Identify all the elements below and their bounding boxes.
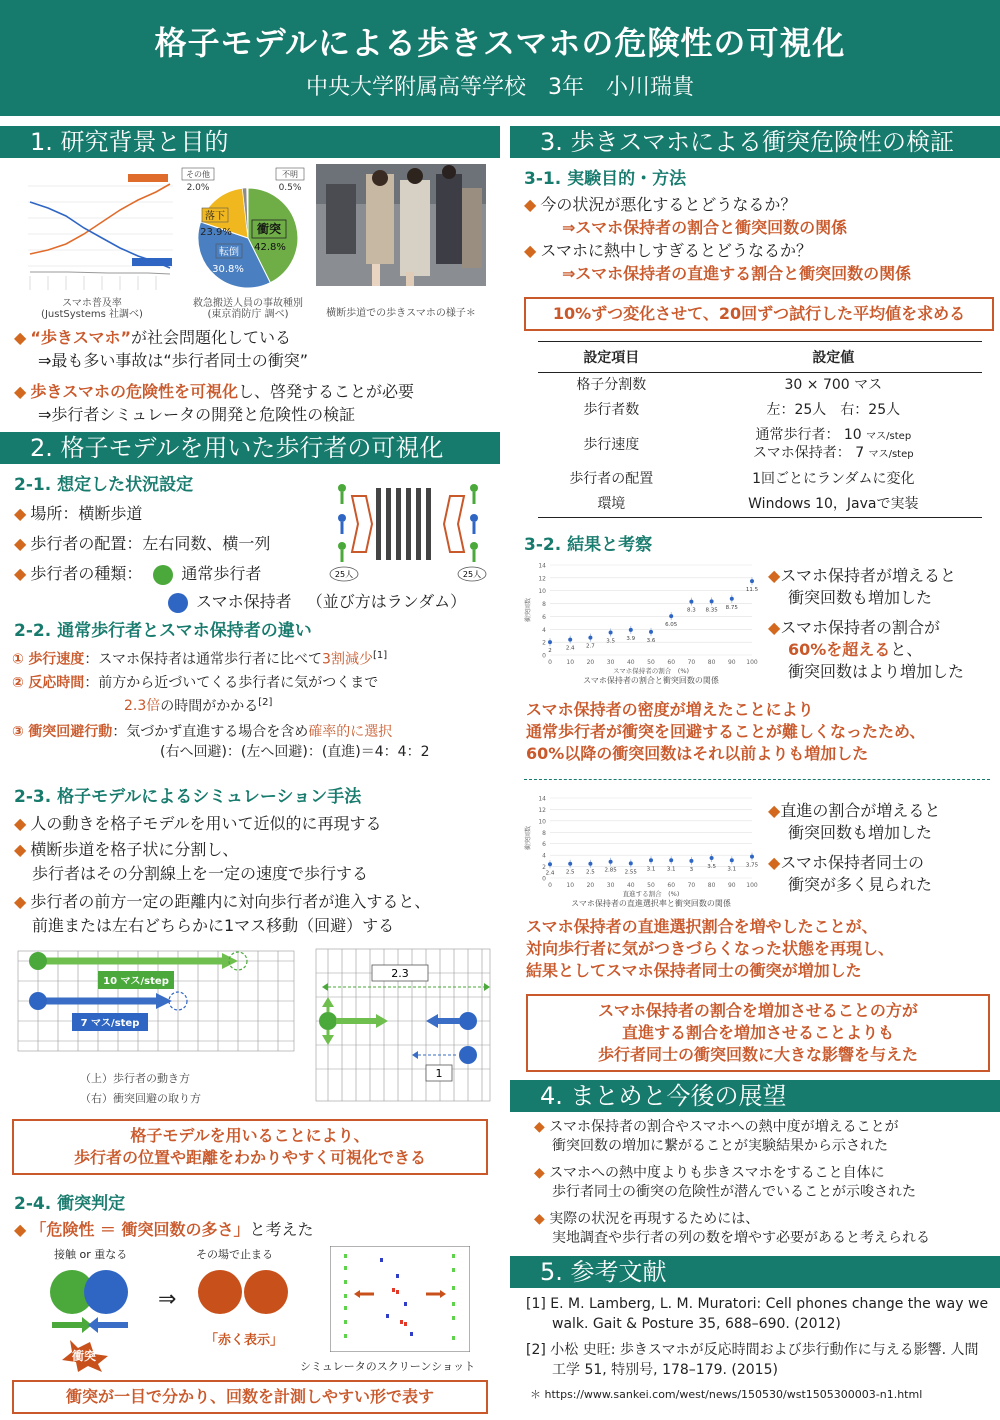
row-key: 格子分割数 <box>576 377 647 393</box>
speed-normal-unit: マス/step <box>866 431 912 442</box>
d2-num: ② <box>12 674 24 691</box>
row-value: Windows 10，Javaで実装 <box>685 492 982 518</box>
result-2-line2 <box>788 639 964 661</box>
x-tick-label: 30 <box>606 882 615 889</box>
diamond-icon: ◆ <box>14 328 27 347</box>
data-label: 3 <box>689 866 694 873</box>
pie-other-value: 2.0% <box>186 183 210 193</box>
background-figures <box>0 164 500 318</box>
y-tick-label: 10 <box>538 588 546 596</box>
movement-grid-diagram <box>16 947 296 1063</box>
result-3-text <box>768 800 940 896</box>
photo-source-url[interactable]: ＊ https://www.sankei.com/west/news/150530/wst1505300003-n1.html <box>530 1388 923 1401</box>
y-axis-label: 衝突回数 <box>525 597 532 623</box>
question-1 <box>524 193 1000 217</box>
method-3 <box>14 889 500 915</box>
pie-collision-label: 衝突 <box>256 222 282 236</box>
crosswalk-photo <box>316 164 486 286</box>
p1a: スマホ保持者の割合やスマホへの熱中度が増えることが <box>549 1119 899 1135</box>
x-tick-label: 60 <box>667 659 676 666</box>
diamond-icon: ◆ <box>768 618 781 637</box>
data-label: 2 <box>548 648 552 655</box>
result-1-line2: 衝突回数も増加した <box>788 588 933 607</box>
question-2 <box>524 239 1000 263</box>
method-box: 10%ずつ変化させて、20回ずつ試行した平均値を求める <box>524 297 994 331</box>
data-point <box>609 631 613 635</box>
table-row <box>538 423 982 467</box>
table-row <box>538 467 982 492</box>
y-tick-label: 12 <box>538 806 546 814</box>
d1-num: ① <box>12 651 24 668</box>
section-3-heading: 3. 歩きスマホによる衝突危険性の検証 <box>510 126 1000 158</box>
data-label: 3.5 <box>606 638 615 645</box>
poster-author: 中央大学附属高等学校 3年 小川瑞貴 <box>306 75 694 100</box>
chart-title: スマホ保持者の直進選択率と衝突回数の関係 <box>571 899 731 908</box>
data-label: 2.4 <box>545 870 555 877</box>
data-point <box>730 858 734 862</box>
result-1-text <box>768 565 964 683</box>
table-header <box>538 342 982 373</box>
x-axis-label: スマホ保持者の割合 (%) <box>612 667 690 675</box>
data-label: 2.4 <box>565 645 575 652</box>
d2-highlight: 2.3倍 <box>124 698 161 715</box>
y-tick-label: 2 <box>542 639 546 647</box>
bullet-1-highlight: “歩きスマホ” <box>30 328 132 347</box>
fig1-caption-line1: スマホ普及率 <box>62 298 122 309</box>
count-right: 25人 <box>462 570 482 579</box>
x-tick-label: 70 <box>687 882 696 889</box>
x-tick-label: 0 <box>548 659 552 666</box>
summary-1 <box>534 1118 990 1156</box>
d2-text2: の時間がかかる <box>160 698 259 715</box>
d3-text: ：気づかず直進する場合を含め <box>112 724 309 741</box>
background-bullet-1 <box>14 326 500 350</box>
data-label: 2.85 <box>604 867 617 874</box>
smartphone-adoption-chart <box>8 168 176 298</box>
poster-title: 格子モデルによる歩きスマホの危険性の可視化 <box>154 24 846 62</box>
result-3-line2: 衝突回数も増加した <box>788 823 933 842</box>
x-tick-label: 70 <box>687 659 696 666</box>
r2c: と、 <box>890 640 923 659</box>
x-tick-label: 20 <box>586 659 595 666</box>
data-label: 3.9 <box>626 635 636 642</box>
bullet-2-highlight: 歩きスマホの危険性を可視化 <box>30 382 238 401</box>
final-box <box>526 994 990 1072</box>
pie-trip-label: 転倒 <box>219 247 239 258</box>
x-tick-label: 0 <box>548 882 552 889</box>
fig3-caption: 横断歩道での歩きスマホの様子＊ <box>326 308 476 319</box>
d2-ref: [2] <box>258 696 273 708</box>
data-label: 11.5 <box>745 587 759 594</box>
x-tick-label: 80 <box>707 882 716 889</box>
method-2 <box>14 837 500 863</box>
result-block-2 <box>510 792 1000 910</box>
straight-collision-chart <box>520 792 760 908</box>
pie-fall-value: 23.9% <box>200 227 232 238</box>
data-label: 3.1 <box>666 866 676 873</box>
data-point <box>669 614 673 618</box>
fig2-caption <box>176 298 320 320</box>
result-4-line2: 衝突が多く見られた <box>788 875 933 894</box>
random-note: （並び方はランダム） <box>306 592 467 611</box>
collision-burst-label: 衝突 <box>71 1349 97 1364</box>
row-value: 1回ごとにランダムに変化 <box>752 471 915 487</box>
grid-label-1: 1 <box>435 1067 443 1081</box>
x-tick-label: 90 <box>727 659 736 666</box>
y-tick-label: 2 <box>542 864 546 872</box>
data-point <box>710 599 714 603</box>
x-tick-label: 40 <box>626 882 635 889</box>
data-point <box>689 600 693 604</box>
data-point <box>568 638 572 642</box>
diamond-icon: ◆ <box>534 1165 545 1181</box>
x-tick-label: 30 <box>606 659 615 666</box>
sub-3-2: 3-2. 結果と考察 <box>524 535 653 555</box>
conclusion-box-2: 衝突が一目で分かり、回数を計測しやすい形で表す <box>12 1380 488 1414</box>
pie-unknown-label: 不明 <box>282 170 298 179</box>
diamond-icon: ◆ <box>768 801 781 820</box>
y-tick-label: 10 <box>538 818 546 826</box>
result-3-line1 <box>768 800 940 822</box>
speed-10-label: 10 マス/step <box>103 976 169 988</box>
m3a-text: 歩行者の前方一定の距離内に対向歩行者が進入すると、 <box>30 892 431 912</box>
discussion-1 <box>526 699 1000 765</box>
p2a: スマホへの熱中度よりも歩きスマホをすること自体に <box>549 1165 885 1181</box>
data-label: 3.6 <box>646 637 656 644</box>
final-box-line3: 歩行者同士の衝突回数に大きな影響を与えた <box>597 1045 918 1064</box>
pie-fall-label: 落下 <box>205 211 225 222</box>
r4a: スマホ保持者同士の <box>780 853 924 872</box>
sub-2-4: 2-4. 衝突判定 <box>14 1194 126 1215</box>
diamond-icon: ◆ <box>14 814 27 834</box>
d3-num: ③ <box>12 724 24 741</box>
left-column <box>0 126 500 1420</box>
sub-3-1: 3-1. 実験目的・方法 <box>524 169 687 189</box>
result-2-line3: 衝突回数はより増加した <box>788 662 965 681</box>
diamond-icon: ◆ <box>524 241 537 260</box>
row-value <box>685 423 982 467</box>
sub-2-1: 2-1. 想定した状況設定 <box>14 475 194 495</box>
p3a: 実際の状況を再現するためには、 <box>549 1211 760 1227</box>
phone-pedestrian-dot <box>168 593 188 613</box>
discussion-2 <box>526 916 1000 982</box>
data-point <box>649 630 653 634</box>
box1-line2: 歩行者の位置や距離をわかりやすく可視化できる <box>73 1148 426 1168</box>
c6: 結果としてスマホ保持者同士の衝突が増加した <box>526 961 862 980</box>
data-label: 8.75 <box>725 604 738 611</box>
accident-type-pie-chart <box>180 166 316 296</box>
background-bullet-2-sub: ⇒歩行者シミュレータの開発と危険性の検証 <box>38 405 356 424</box>
background-bullet-1-sub: ⇒最も多い事故は“歩行者同士の衝突” <box>38 351 308 370</box>
d3-text2: (右へ回避)：(左へ回避)：(直進)＝4：4：2 <box>160 744 430 761</box>
x-tick-label: 10 <box>566 659 575 666</box>
data-label: 2.7 <box>586 643 595 650</box>
stop-label: その場で止まる <box>196 1248 273 1262</box>
divider <box>524 779 990 780</box>
normal-pedestrian-dot <box>153 565 173 585</box>
j1-text: と考えた <box>249 1220 314 1240</box>
d1-ref: [1] <box>372 650 388 661</box>
grid-label-23: 2.3 <box>391 967 409 981</box>
result-block-1 <box>510 559 1000 699</box>
y-tick-label: 6 <box>542 841 546 849</box>
row-key: 歩行者数 <box>583 402 640 418</box>
sub-2-3: 2-3. 格子モデルによるシミュレーション手法 <box>14 787 362 808</box>
bullet-1-text: が社会問題化している <box>131 328 292 347</box>
result-4-line1 <box>768 852 940 874</box>
diamond-icon: ◆ <box>768 853 781 872</box>
j1-highlight: 「危険性 ＝ 衝突回数の多さ」 <box>30 1220 250 1240</box>
data-point <box>568 862 572 866</box>
method-3b: 前進または左右どちらかに1マス移動（回避）する <box>32 916 395 936</box>
x-tick-label: 10 <box>566 882 575 889</box>
y-tick-label: 6 <box>542 613 546 621</box>
table-row <box>538 398 982 423</box>
x-axis-label: 直進する割合 (%) <box>622 890 680 898</box>
c4: スマホ保持者の直進選択割合を増やしたことが、 <box>526 917 878 936</box>
fig1-caption-line2: (JustSystems 社調べ) <box>41 309 143 320</box>
c2: 通常歩行者が衝突を回避することが難しくなったため、 <box>526 722 926 741</box>
setting-block <box>0 470 500 611</box>
p1b: 衝突回数の増加に繋がることが実験結果から示された <box>552 1138 888 1154</box>
y-tick-label: 4 <box>542 852 546 860</box>
y-axis-label: 衝突回数 <box>525 825 532 851</box>
d1-text: ：スマホ保持者は通常歩行者に比べて <box>84 651 323 668</box>
place-text: 場所：横断歩道 <box>30 504 143 523</box>
c1: スマホ保持者の密度が増えたことにより <box>526 700 814 719</box>
fig2-caption-line2: (東京消防庁 調べ) <box>207 309 289 320</box>
d3-highlight: 確率的に選択 <box>308 724 393 741</box>
pie-other-label: その他 <box>186 170 210 179</box>
x-tick-label: 100 <box>746 659 758 666</box>
table-header-value: 設定値 <box>685 342 982 373</box>
r3a: 直進の割合が増えると <box>780 801 941 820</box>
grid-captions <box>80 1069 201 1109</box>
simulator-screenshot <box>330 1246 470 1352</box>
ratio-collision-chart <box>520 559 760 685</box>
setting-types-2 <box>168 589 500 615</box>
settings-table <box>538 341 982 518</box>
diamond-icon: ◆ <box>14 504 27 523</box>
reference-2: [2] 小松 史旺: 歩きスマホが反応時間および歩行動作に与える影響. 人間工学 51, 特別号, 178–179. (2015) <box>526 1342 979 1378</box>
table-row <box>538 492 982 518</box>
y-tick-label: 8 <box>542 601 546 609</box>
c5: 対向歩行者に気がつきづらくなった状態を再現し、 <box>526 939 895 958</box>
grid-diagrams <box>0 947 500 1117</box>
arrow-symbol: ⇒ <box>158 1287 177 1313</box>
data-label: 3.1 <box>646 866 656 873</box>
data-point <box>588 862 592 866</box>
diamond-icon: ◆ <box>14 840 27 860</box>
data-point <box>710 856 714 860</box>
speed-normal: 通常歩行者： 10 <box>755 427 862 443</box>
caption-right: （右）衝突回避の取り方 <box>80 1092 201 1106</box>
diamond-icon: ◆ <box>14 564 27 583</box>
poster-header <box>0 0 1000 116</box>
r1a: スマホ保持者が増えると <box>780 566 956 585</box>
x-tick-label: 40 <box>626 659 635 666</box>
x-tick-label: 100 <box>746 882 758 889</box>
x-tick-label: 50 <box>647 882 655 889</box>
pie-collision-value: 42.8% <box>254 242 286 253</box>
difference-1 <box>12 645 500 671</box>
caption-up: （上）歩行者の動き方 <box>80 1072 190 1086</box>
bullet-2-text: し、啓発することが必要 <box>238 382 415 401</box>
y-tick-label: 14 <box>538 562 546 570</box>
m2a-text: 横断歩道を格子状に分割し、 <box>30 840 239 860</box>
data-label: 2.5 <box>565 869 575 876</box>
avoidance-grid-diagram <box>314 947 492 1103</box>
speed-7-label: 7 マス/step <box>80 1018 140 1030</box>
fig1-caption <box>10 298 174 320</box>
touch-label: 接触 or 重なる <box>54 1248 128 1262</box>
data-point <box>730 597 734 601</box>
m1-text: 人の動きを格子モデルを用いて近似的に再現する <box>30 814 382 834</box>
pie-unknown-value: 0.5% <box>278 183 302 193</box>
x-tick-label: 90 <box>727 882 736 889</box>
data-label: 2.55 <box>624 869 637 876</box>
data-label: 3.5 <box>707 864 716 870</box>
data-point <box>669 858 673 862</box>
right-column <box>510 126 1000 1402</box>
summary-3 <box>534 1210 990 1248</box>
diamond-icon: ◆ <box>14 892 27 912</box>
diamond-icon: ◆ <box>534 1119 545 1135</box>
arrange-text: 歩行者の配置：左右同数、横一列 <box>30 534 271 553</box>
d2-text: ：前方から近づいてくる歩行者に気がつくまで <box>84 674 379 691</box>
d1-highlight: 3割減少 <box>322 651 373 668</box>
final-box-line2: 直進する割合を増加させることよりも <box>621 1023 894 1042</box>
r2a: スマホ保持者の割合が <box>780 618 940 637</box>
diamond-icon: ◆ <box>768 566 781 585</box>
data-label: 3.1 <box>727 866 737 873</box>
diamond-icon: ◆ <box>524 195 537 214</box>
y-tick-label: 0 <box>542 875 546 883</box>
result-1-line1 <box>768 565 964 587</box>
pie-trip-value: 30.8% <box>212 264 244 275</box>
data-point <box>629 861 633 865</box>
final-box-line1: スマホ保持者の割合を増加させることの方が <box>598 1001 918 1020</box>
count-left: 25人 <box>334 570 354 579</box>
judgement-1 <box>14 1218 500 1242</box>
data-point <box>649 858 653 862</box>
data-point <box>548 640 552 644</box>
answer-1: ⇒スマホ保持者の割合と衝突回数の関係 <box>562 218 848 237</box>
simulator-caption: シミュレータのスクリーンショット <box>300 1360 476 1374</box>
r2b-highlight: 60%を超える <box>788 640 891 659</box>
y-tick-label: 12 <box>538 575 546 583</box>
data-point <box>750 579 754 583</box>
difference-3 <box>12 722 500 762</box>
diamond-icon: ◆ <box>14 534 27 553</box>
summary-2 <box>534 1164 990 1202</box>
section-4-heading: 4. まとめと今後の展望 <box>510 1080 1000 1112</box>
difference-2 <box>12 673 500 717</box>
speed-phone: スマホ保持者： 7 <box>753 445 865 461</box>
section-5-heading: 5. 参考文献 <box>510 1256 1000 1288</box>
section-2-heading: 2. 格子モデルを用いた歩行者の可視化 <box>0 432 500 464</box>
data-point <box>629 628 633 632</box>
sub-2-2: 2-2. 通常歩行者とスマホ保持者の違い <box>14 621 312 641</box>
result-2-line1 <box>768 617 964 639</box>
row-key: 歩行者の配置 <box>569 471 654 487</box>
d2-title: 反応時間 <box>28 674 85 691</box>
data-point <box>750 855 754 859</box>
phone-label: スマホ保持者 <box>196 592 292 611</box>
x-tick-label: 20 <box>586 882 595 889</box>
data-label: 6.05 <box>665 622 678 629</box>
row-key: 歩行速度 <box>583 436 640 453</box>
p3b: 実地調査や歩行者の列の数を増やす必要があると考えられる <box>552 1230 930 1246</box>
answer-2: ⇒スマホ保持者の直進する割合と衝突回数の関係 <box>562 264 912 283</box>
q1-text: 今の状況が悪化するとどうなるか？ <box>540 195 797 214</box>
c3: 60%以降の衝突回数はそれ以前よりも増加した <box>526 744 869 763</box>
data-point <box>689 859 693 863</box>
y-tick-label: 0 <box>542 652 546 660</box>
data-point <box>609 860 613 864</box>
background-bullet-2 <box>14 380 500 404</box>
collision-illustration <box>40 1262 330 1372</box>
y-tick-label: 4 <box>542 626 546 634</box>
data-label: 8.35 <box>705 607 718 614</box>
fig2-caption-line1: 救急搬送人員の事故種別 <box>193 298 303 309</box>
diamond-icon: ◆ <box>14 1220 27 1240</box>
types-text: 歩行者の種類： <box>30 564 143 583</box>
crosswalk-diagram <box>328 476 488 584</box>
speed-phone-unit: マス/step <box>868 449 914 460</box>
x-tick-label: 80 <box>707 659 716 666</box>
row-value: 30 × 700 マス <box>784 377 883 393</box>
p2b: 歩行者同士の衝突の危険性が潜んでいることが示唆された <box>552 1184 916 1200</box>
y-tick-label: 8 <box>542 829 546 837</box>
x-tick-label: 60 <box>667 882 676 889</box>
d3-title: 衝突回避行動 <box>28 724 113 741</box>
chart-title: スマホ保持者の割合と衝突回数の関係 <box>583 676 719 685</box>
table-header-item: 設定項目 <box>538 342 685 373</box>
red-display-label: 「赤く表示」 <box>204 1333 284 1349</box>
y-tick-label: 14 <box>538 795 546 803</box>
data-label: 2.5 <box>586 869 595 876</box>
method-2b: 歩行者はその分割線上を一定の速度で歩行する <box>32 864 369 884</box>
data-label: 8.3 <box>687 607 696 614</box>
method-1 <box>14 811 500 837</box>
x-tick-label: 50 <box>647 659 655 666</box>
diamond-icon: ◆ <box>14 382 27 401</box>
diamond-icon: ◆ <box>534 1211 545 1227</box>
section-1-heading: 1. 研究背景と目的 <box>0 126 500 158</box>
data-point <box>548 862 552 866</box>
row-value: 左：25人 右：25人 <box>766 402 901 418</box>
row-key: 環境 <box>538 492 685 518</box>
d1-title: 歩行速度 <box>28 651 85 668</box>
reference-1: [1] E. M. Lamberg, L. M. Muratori: Cell phones change the way we walk. Gait & Posture 35, 688–690. (2012) <box>526 1296 989 1332</box>
collision-judgement-figure <box>0 1242 500 1378</box>
table-row <box>538 373 982 399</box>
box1-line1: 格子モデルを用いることにより、 <box>130 1126 370 1146</box>
data-point <box>588 636 592 640</box>
normal-label: 通常歩行者 <box>181 564 262 583</box>
conclusion-box-1 <box>12 1119 488 1175</box>
data-label: 3.75 <box>745 862 759 869</box>
q2-text: スマホに熱中しすぎるとどうなるか？ <box>540 241 812 260</box>
